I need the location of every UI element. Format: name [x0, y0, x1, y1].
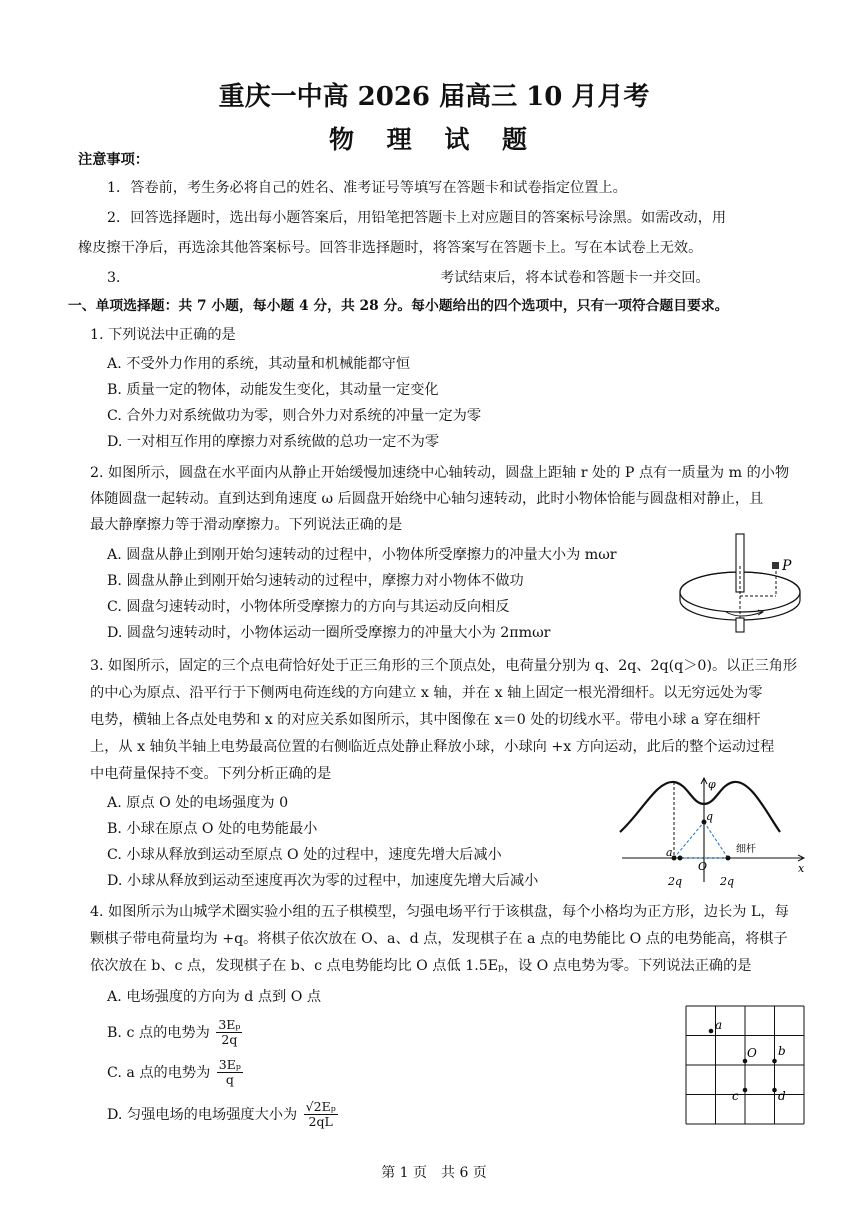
q2-option-c: C. 圆盘匀速转动时，小物体所受摩擦力的方向与其运动反向相反 — [107, 599, 510, 615]
label-a: a — [666, 846, 673, 859]
label-point-o: O — [747, 1046, 757, 1060]
q4-option-b-denominator: 2q — [221, 1032, 238, 1048]
notice-item-2-line2: 橡皮擦干净后，再选涂其他答案标号。回答非选择题时，将答案写在答题卡上。写在本试卷上无效。 — [78, 240, 703, 256]
q1-option-c: C. 合外力对系统做功为零，则合外力对系统的冲量一定为零 — [107, 408, 482, 424]
point-b-marker — [772, 1059, 777, 1064]
label-rod: 细杆 — [736, 844, 756, 855]
figure-label-p: P — [782, 558, 792, 574]
q2-stem-line3: 最大静摩擦力等于滑动摩擦力。下列说法正确的是 — [90, 517, 403, 533]
subject-title: 物 理 试 题 — [328, 125, 540, 154]
q3-stem-line4: 上，从 x 轴负半轴上电势最高位置的右侧临近点处静止释放小球，小球向 +x 方向运动，此后的整个运动过程 — [90, 739, 775, 755]
q2-stem-line2: 体随圆盘一起转动。直到达到角速度 ω 后圆盘开始绕中心轴匀速转动，此时小物体恰能与圆盘相对静止，且 — [90, 491, 764, 507]
section-1-heading: 一、单项选择题：共 7 小题，每小题 4 分，共 28 分。每小题给出的四个选项中，只有一项符合题目要求。 — [68, 298, 729, 314]
q2-option-a: A. 圆盘从静止到刚开始匀速转动的过程中，小物体所受摩擦力的冲量大小为 mωr — [107, 547, 617, 563]
axis-label-x: x — [798, 862, 805, 875]
label-origin: O — [698, 860, 708, 873]
axis-label-phi: φ — [708, 778, 716, 791]
q3-stem-line2: 的中心为原点、沿平行于下侧两电荷连线的方向建立 x 轴，并在 x 轴上固定一根光滑细杆。以无穷远处为零 — [90, 685, 763, 701]
q4-stem-line3: 依次放在 b、c 点，发现棋子在 b、c 点电势能均比 O 点低 1.5Eₚ，设 O 点电势为零。下列说法正确的是 — [90, 958, 752, 974]
label-2q-right: 2q — [720, 875, 735, 888]
q2-option-d: D. 圆盘匀速转动时，小物体运动一圈所受摩擦力的冲量大小为 2πmωr — [107, 625, 551, 641]
q4-stem-line2: 颗棋子带电荷量均为 +q。将棋子依次放在 O、a、d 点，发现棋子在 a 点的电势能比 O 点的电势能高，将棋子 — [90, 931, 788, 947]
q4-stem-line1: 4. 如图所示为山城学术圈实验小组的五子棋模型，匀强电场平行于该棋盘，每个小格均为正方形，边长为 L，每 — [90, 904, 789, 920]
q3-option-b: B. 小球在原点 O 处的电势能最小 — [107, 821, 318, 837]
q4-option-c-numerator: 3Eₚ — [218, 1057, 241, 1072]
q3-stem-line1: 3. 如图所示，固定的三个点电荷恰好处于正三角形的三个顶点处，电荷量分别为 q、2q、2q(q＞0)。以正三角形 — [90, 658, 798, 674]
q4-option-d-numerator: √2Eₚ — [305, 1099, 336, 1114]
q2-option-b: B. 圆盘从静止到刚开始匀速转动的过程中，摩擦力对小物体不做功 — [107, 573, 524, 589]
point-c-marker — [743, 1088, 748, 1093]
point-a-marker — [709, 1029, 714, 1034]
q4-option-c-text: C. a 点的电势为 — [107, 1064, 211, 1081]
q4-option-d-denominator: 2qL — [308, 1114, 333, 1130]
object-p-marker — [772, 562, 779, 569]
q3-option-a: A. 原点 O 处的电场强度为 0 — [107, 795, 289, 811]
rotating-disk-figure — [676, 526, 816, 636]
q4-option-c-fraction — [217, 1058, 243, 1088]
charge-2q-right-marker — [726, 856, 731, 861]
label-2q-left: 2q — [668, 875, 683, 888]
notice-heading: 注意事项： — [78, 152, 149, 168]
q4-option-c — [107, 1058, 243, 1088]
q3-stem-line3: 电势，横轴上各点处电势和 x 的对应关系如图所示，其中图像在 x＝0 处的切线水平。带电小球 a 穿在细杆 — [90, 712, 761, 728]
label-point-d: d — [778, 1089, 786, 1103]
potential-graph-figure — [612, 772, 812, 892]
q4-option-b-fraction — [216, 1018, 242, 1048]
q3-stem-line5: 中电荷量保持不变。下列分析正确的是 — [90, 766, 332, 782]
notice-item-3-text: 考试结束后，将本试卷和答题卡一并交回。 — [440, 270, 710, 286]
q4-option-b-numerator: 3Eₚ — [218, 1017, 241, 1032]
label-point-b: b — [778, 1044, 786, 1058]
label-point-a: a — [715, 1018, 723, 1032]
q4-option-d — [107, 1100, 338, 1130]
notice-item-1: 1．答卷前，考生务必将自己的姓名、准考证号等填写在答题卡和试卷指定位置上。 — [107, 180, 627, 196]
notice-item-3-number: 3． — [107, 270, 131, 286]
q4-option-b — [107, 1018, 242, 1048]
q3-option-d: D. 小球从释放到运动至速度再次为零的过程中，加速度先增大后减小 — [107, 873, 539, 889]
q4-option-d-text: D. 匀强电场的电场强度大小为 — [107, 1106, 298, 1123]
q1-option-d: D. 一对相互作用的摩擦力对系统做的总功一定不为零 — [107, 434, 440, 450]
q1-stem: 1. 下列说法中正确的是 — [90, 327, 236, 343]
notice-item-2-line1: 2．回答选择题时，选出每小题答案后，用铅笔把答题卡上对应题目的答案标号涂黑。如需改动，用 — [107, 210, 727, 226]
gobang-board-figure — [684, 1004, 806, 1126]
q1-option-a: A. 不受外力作用的系统，其动量和机械能都守恒 — [107, 356, 411, 372]
label-point-c: c — [732, 1089, 739, 1103]
q2-stem-line1: 2. 如图所示，圆盘在水平面内从静止开始缓慢加速绕中心轴转动，圆盘上距轴 r 处的 P 点有一质量为 m 的小物 — [90, 465, 790, 481]
q4-option-c-denominator: q — [225, 1072, 234, 1088]
label-q: q — [706, 810, 714, 823]
q1-option-b: B. 质量一定的物体，动能发生变化，其动量一定变化 — [107, 382, 439, 398]
q3-option-c: C. 小球从释放到运动至原点 O 处的过程中，速度先增大后减小 — [107, 847, 502, 863]
q4-option-b-text: B. c 点的电势为 — [107, 1024, 210, 1041]
page-footer: 第 1 页 共 6 页 — [381, 1165, 487, 1181]
ball-a-marker — [678, 856, 683, 861]
exam-title: 重庆一中高 2026 届高三 10 月月考 — [218, 82, 650, 112]
q4-option-d-fraction — [304, 1100, 338, 1130]
point-d-marker — [772, 1088, 777, 1093]
q4-option-a: A. 电场强度的方向为 d 点到 O 点 — [107, 989, 322, 1005]
